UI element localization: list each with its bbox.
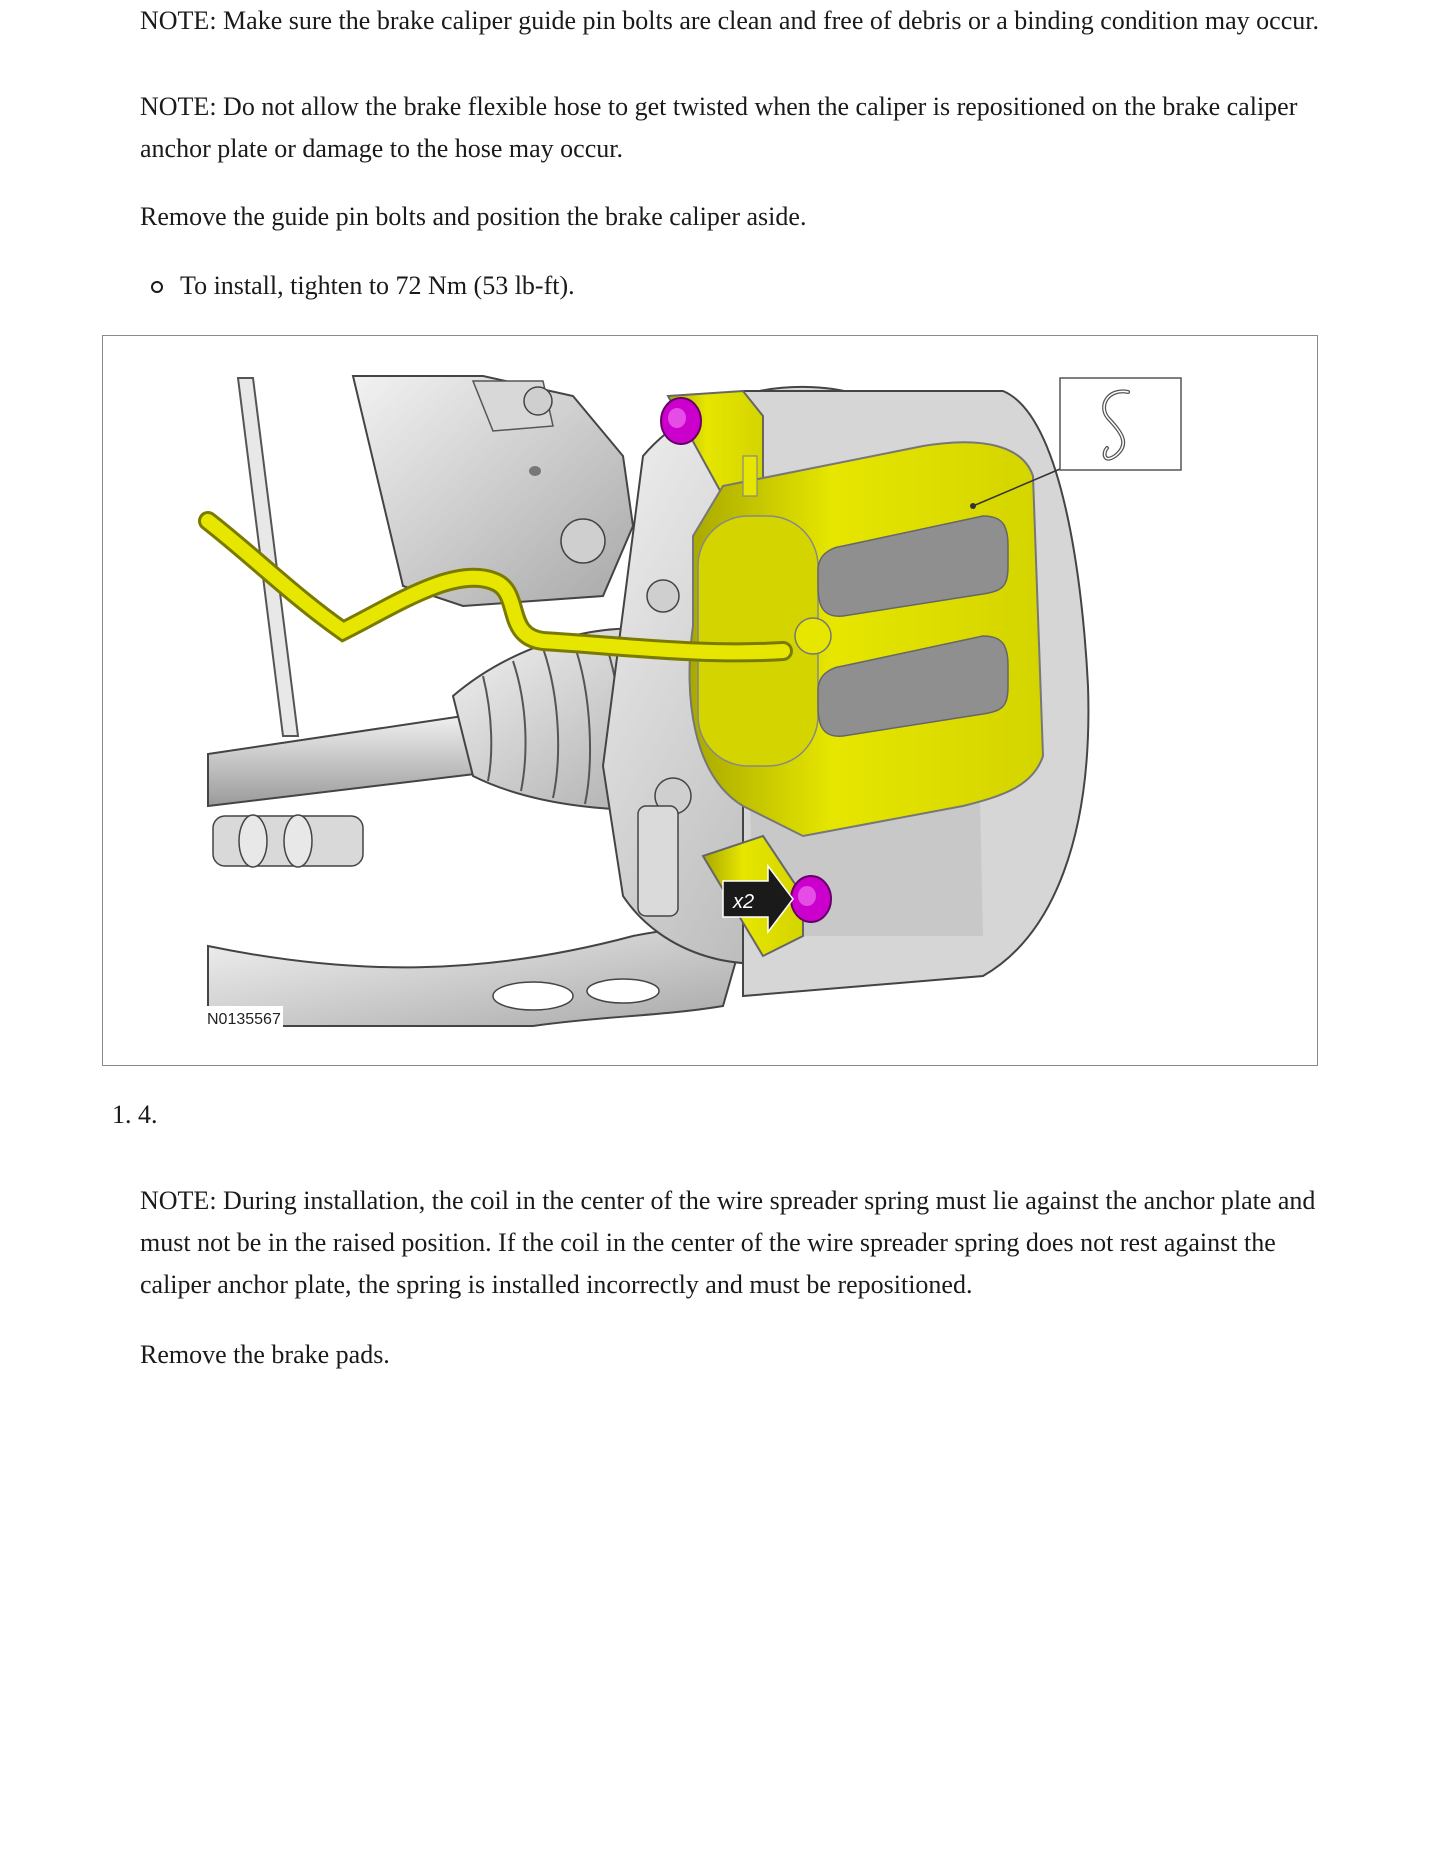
lower-control-arm bbox=[208, 929, 743, 1027]
quantity-label: x2 bbox=[733, 891, 755, 913]
step-number: 1. 4. bbox=[112, 1100, 158, 1129]
caliper-diagram bbox=[103, 336, 1319, 1067]
step-remove-pads: Remove the brake pads. bbox=[140, 1340, 390, 1369]
note-brake-hose: NOTE: Do not allow the brake flexible hose to get twisted when the caliper is repositioned on the brake caliper anchor plate or damage to the hose may occur. bbox=[140, 92, 1298, 163]
step-remove-caliper: Remove the guide pin bolts and position the brake caliper aside. bbox=[140, 202, 807, 231]
guide-pin-bolt-lower bbox=[791, 876, 831, 922]
torque-spec-text: To install, tighten to 72 Nm (53 lb-ft). bbox=[180, 271, 575, 300]
brake-caliper-illustration bbox=[102, 335, 1318, 1066]
drive-shaft bbox=[208, 716, 475, 867]
guide-pin-bolt-upper bbox=[661, 398, 701, 444]
note-guide-pin: NOTE: Make sure the brake caliper guide pin bolts are clean and free of debris or a binding condition may occur. bbox=[140, 6, 1319, 35]
brake-caliper bbox=[690, 442, 1043, 836]
figure-id-label: N0135567 bbox=[207, 1011, 281, 1028]
note-spreader-spring: NOTE: During installation, the coil in the center of the wire spreader spring must lie against the anchor plate and must not be in the raised position. If the coil in the center of the wire spreader spring does not rest against the caliper anchor plate, the spring is installed incorrectly and must be repositioned. bbox=[140, 1186, 1316, 1299]
bullet-circle-icon bbox=[151, 281, 163, 293]
